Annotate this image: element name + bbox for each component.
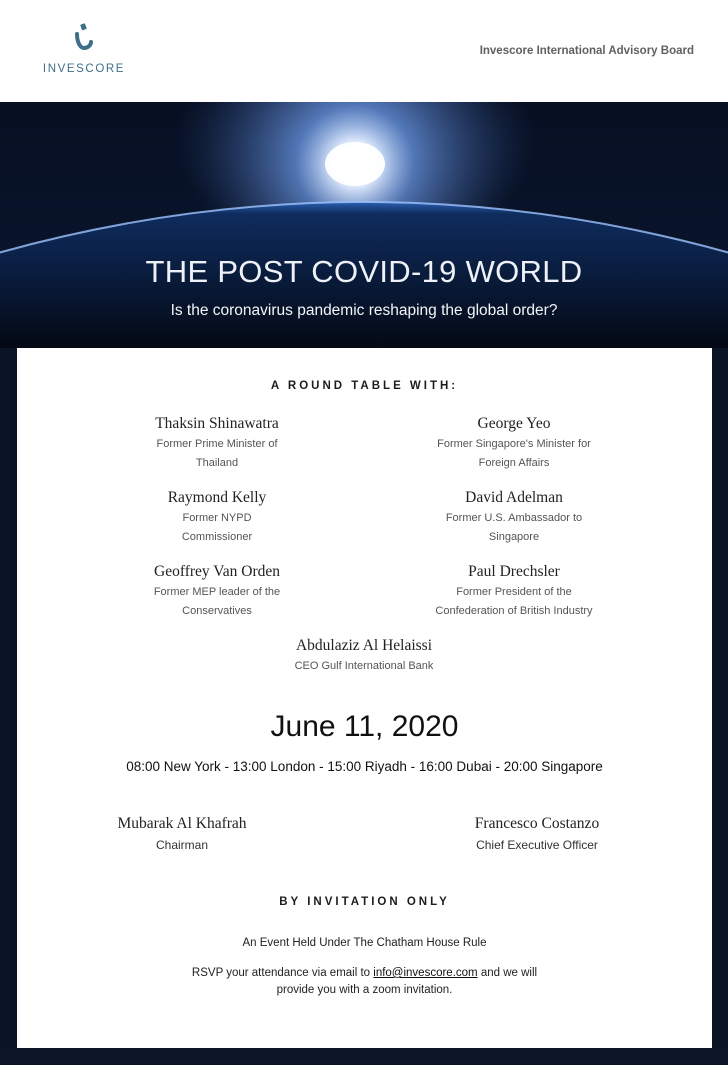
- speaker-geoffrey-van-orden: [87, 562, 347, 620]
- chatham-house-note: An Event Held Under The Chatham House Rule: [242, 937, 487, 949]
- signatory-name: Mubarak Al Khafrah: [117, 815, 247, 832]
- event-subtitle: Is the coronavirus pandemic reshaping the global order?: [170, 302, 558, 319]
- speaker-raymond-kelly: [87, 488, 347, 546]
- speaker-role: Commissioner: [181, 531, 253, 543]
- event-times: 08:00 New York - 13:00 London - 15:00 Riyadh - 16:00 Dubai - 20:00 Singapore: [126, 759, 603, 774]
- signatory-chairman: [62, 814, 302, 854]
- speaker-role: Former NYPD: [182, 512, 252, 524]
- signatory-name: Francesco Costanzo: [474, 815, 600, 832]
- speaker-name: Thaksin Shinawatra: [155, 415, 279, 432]
- speaker-role: Singapore: [488, 531, 540, 543]
- bottom-border: [0, 1048, 728, 1065]
- invitation-only-heading: BY INVITATION ONLY: [279, 896, 450, 908]
- speaker-george-yeo: [384, 414, 644, 472]
- speaker-name: Raymond Kelly: [167, 489, 267, 506]
- signatory-ceo: [417, 814, 657, 854]
- page-header: [0, 0, 728, 102]
- hero-banner: [0, 102, 728, 348]
- speaker-role: Conservatives: [182, 605, 252, 617]
- speaker-role: Former U.S. Ambassador to: [445, 512, 583, 524]
- invitation-card: [17, 348, 712, 1048]
- rsvp-text: and we will: [477, 967, 538, 979]
- event-date: June 11, 2020: [270, 710, 459, 743]
- speaker-role: Foreign Affairs: [478, 457, 550, 469]
- rsvp-text: RSVP your attendance via email to: [191, 967, 374, 979]
- speaker-paul-drechsler: [384, 562, 644, 620]
- speaker-thaksin-shinawatra: [87, 414, 347, 472]
- speaker-role: Thailand: [195, 457, 239, 469]
- speaker-role: Former Singapore's Minister for: [437, 438, 591, 450]
- speaker-role: Former Prime Minister of: [156, 438, 278, 450]
- speaker-role: Confederation of British Industry: [435, 605, 593, 617]
- speaker-role: CEO Gulf International Bank: [294, 660, 434, 672]
- rsvp-note: [17, 965, 712, 999]
- signatory-role: Chief Executive Officer: [476, 838, 598, 852]
- invescore-logo: [36, 22, 132, 82]
- speaker-name: George Yeo: [477, 415, 551, 432]
- signatory-role: Chairman: [155, 838, 209, 852]
- speaker-david-adelman: [384, 488, 644, 546]
- event-title: THE POST COVID-19 WORLD: [145, 254, 583, 289]
- speaker-name: David Adelman: [465, 489, 563, 506]
- speaker-role: Former MEP leader of the: [153, 586, 281, 598]
- speaker-name: Geoffrey Van Orden: [154, 563, 280, 580]
- advisory-board-label: Invescore International Advisory Board: [479, 45, 694, 57]
- speaker-role: Former President of the: [456, 586, 572, 598]
- logo-wordmark: INVESCORE: [42, 63, 126, 75]
- speaker-abdulaziz-al-helaissi: [234, 636, 494, 675]
- roundtable-heading: A ROUND TABLE WITH:: [270, 380, 459, 392]
- rsvp-email-link[interactable]: info@invescore.com: [373, 967, 478, 979]
- rsvp-text: provide you with a zoom invitation.: [276, 984, 453, 996]
- speaker-name: Paul Drechsler: [468, 563, 560, 580]
- speaker-name: Abdulaziz Al Helaissi: [295, 637, 433, 654]
- logo-mark-icon: [72, 22, 94, 52]
